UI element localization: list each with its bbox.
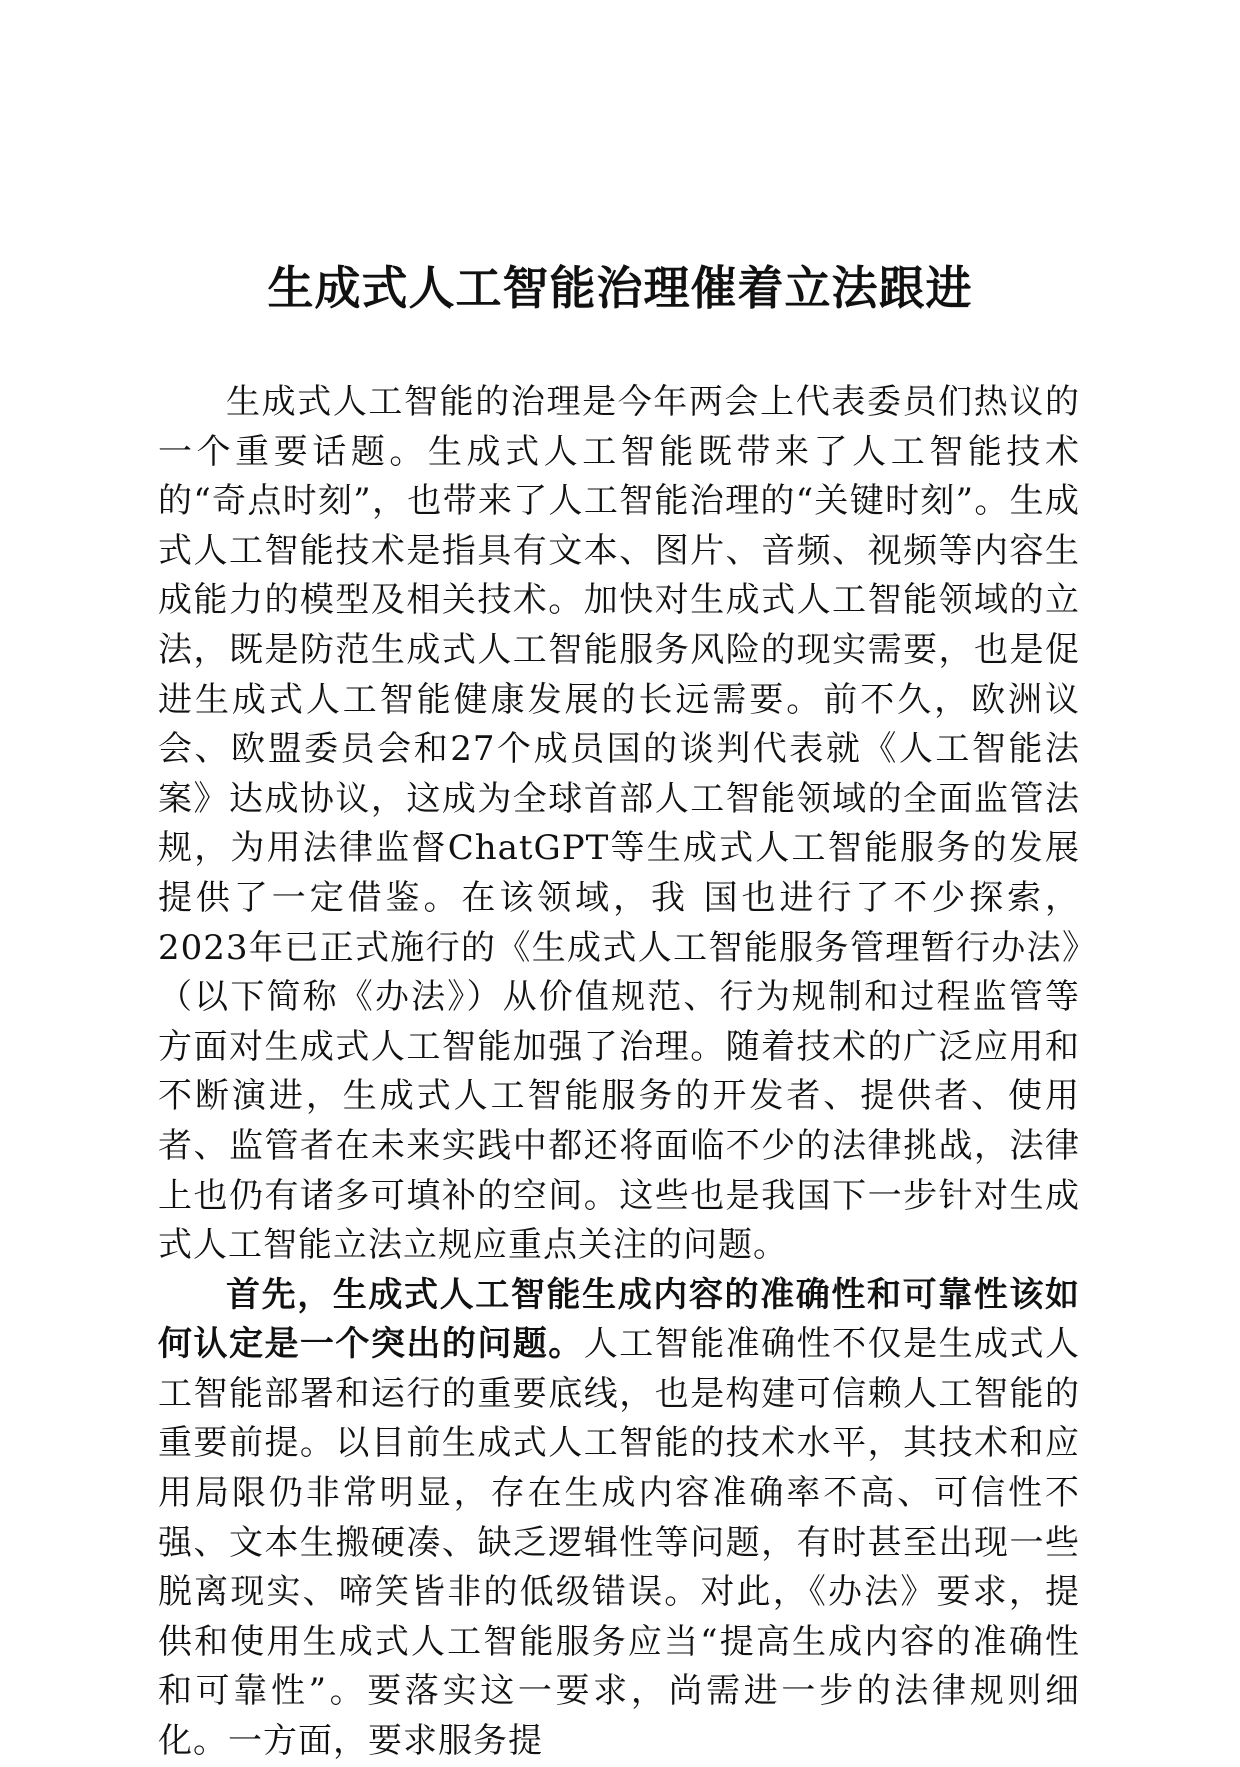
paragraph-2 <box>158 1271 1080 1767</box>
paragraph-1 <box>158 378 1080 1271</box>
paragraph-1-text: 生成式人工智能的治理是今年两会上代表委员们热议的一个重要话题。生成式人工智能既带来了人工智能技术的“奇点时刻”，也带来了人工智能治理的“关键时刻”。生成式人工智能技术是指具有文本、图片、音频、视频等内容生成能力的模型及相关技术。加快对生成式人工智能领域的立法，既是防范生成式人工智能服务风险的现实需要，也是促进生成式人工智能健康发展的长远需要。前不久，欧洲议会、欧盟委员会和27个成员国的谈判代表就《人工智能法案》达成协议，这成为全球首部人工智能领域的全面监管法规，为用法律监督ChatGPT等生成式人工智能服务的发展提供了一定借鉴。在该领域，我 国也进行了不少探索，2023年已正式施行的《生成式人工智能服务管理暂行办法》（以下简称《办法》）从价值规范、行为规制和过程监管等方面对生成式人工智能加强了治理。随着技术的广泛应用和不断演进，生成式人工智能服务的开发者、提供者、使用者、监管者在未来实践中都还将面临不少的法律挑战，法律上也仍有诸多可填补的空间。这些也是我国下一步针对生成式人工智能立法立规应重点关注的问题。 <box>158 382 1080 1266</box>
document-body <box>158 378 1080 1767</box>
document-title: 生成式人工智能治理催着立法跟进 <box>267 261 973 315</box>
paragraph-2-text: 人工智能准确性不仅是生成式人工智能部署和运行的重要底线，也是构建可信赖人工智能的重要前提。以目前生成式人工智能的技术水平，其技术和应用局限仍非常明显，存在生成内容准确率不高、可信性不强、文本生搬硬凑、缺乏逻辑性等问题，有时甚至出现一些脱离现实、啼笑皆非的低级错误。对此，《办法》要求，提供和使用生成式人工智能服务应当“提高生成内容的准确性和可靠性”。要落实这一要求，尚需进一步的法律规则细化。一方面，要求服务提 <box>158 1324 1081 1762</box>
paragraph-2-lead: 首先，生成式人工智能生成内容的准确性和可靠性该如何认定是一个突出的问题。 <box>158 1274 1080 1365</box>
